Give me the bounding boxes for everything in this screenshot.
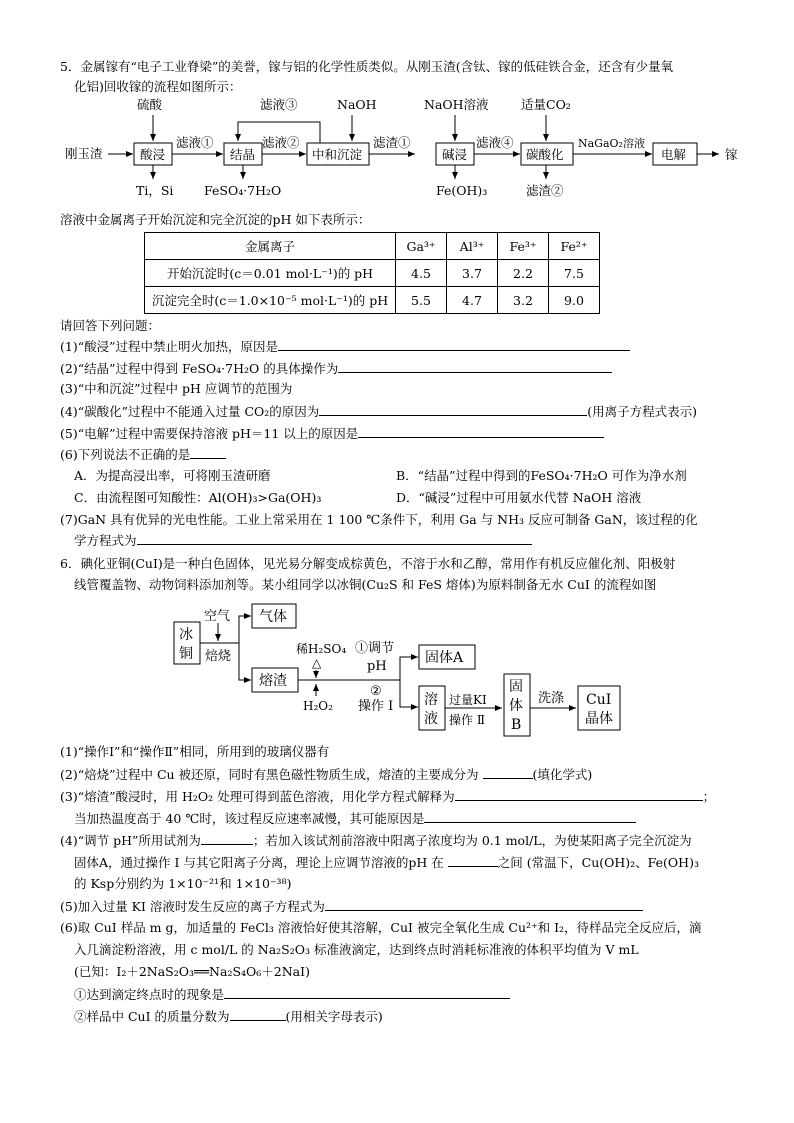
flow6-solid-b-1: 固 [509, 679, 523, 695]
q6-q3-end: ； [702, 789, 716, 804]
q6-q4a: (4)“调节 pH”所用试剂为 [60, 833, 201, 848]
answer-blank[interactable] [325, 897, 643, 911]
q5-q5-line [60, 424, 604, 443]
answer-blank[interactable] [224, 985, 510, 999]
q5-stem-line2: 化铝)回收镓的流程如图所示： [74, 79, 242, 94]
answer-blank[interactable] [137, 531, 532, 545]
flow6-roast: 焙烧 [205, 649, 232, 664]
flow5-crystallize: 结晶 [230, 147, 256, 162]
flow6-adjust-1: ①调节 [355, 641, 395, 656]
q6-q6-sub1: ①达到滴定终点时的现象是 [74, 987, 225, 1002]
table-header-cell: Fe³⁺ [498, 233, 549, 260]
table-cell: 2.2 [498, 260, 549, 287]
flow5-residue2: 滤渣② [526, 183, 564, 198]
flow6-dilute-h2so4: 稀H₂SO₄ [296, 642, 347, 656]
table-header-cell: 金属离子 [145, 233, 396, 260]
answer-blank[interactable] [201, 831, 253, 845]
q5-q4-line [60, 402, 697, 421]
answer-blank[interactable] [424, 809, 636, 823]
q5-q1: (1)“酸浸”过程中禁止明火加热，原因是 [60, 339, 278, 354]
q6-q6-sub1-line [74, 985, 510, 1004]
q5-flow-diagram [0, 95, 794, 210]
flow5-naoh: NaOH [337, 97, 377, 112]
flow5-alkali-leach: 碱浸 [442, 147, 468, 162]
q5-q4-tail: (用离子方程式表示) [587, 404, 698, 419]
table-row [145, 260, 600, 287]
table-cell: 3.7 [447, 260, 498, 287]
flow6-solid-a: 固体A [425, 650, 464, 666]
flow5-residue1: 滤渣① [373, 135, 411, 150]
q5-q2-line [60, 359, 612, 378]
q5-q1-line [60, 337, 630, 356]
q5-q5: (5)“电解”过程中需要保持溶液 pH＝11 以上的原因是 [60, 426, 359, 441]
q6-q6-line2: 入几滴淀粉溶液，用 c mol/L 的 Na₂S₂O₃ 标准液滴定，达到终点时消耗标准液的体积平均值为 V mL [74, 942, 639, 957]
flow5-neutralize: 中和沉淀 [312, 147, 363, 162]
table-header-cell: Fe²⁺ [549, 233, 600, 260]
answer-blank[interactable] [278, 337, 630, 351]
q5-q3: (3)“中和沉淀”过程中 pH 应调节的范围为 [60, 381, 293, 396]
flow5-electrolysis: 电解 [661, 147, 687, 162]
flow5-filtrate3: 滤液③ [260, 97, 298, 112]
answer-blank[interactable] [338, 359, 612, 373]
q6-q4-line1 [60, 831, 692, 850]
q6-q1-line [60, 743, 329, 761]
q6-q3-line1 [60, 787, 715, 806]
q6-q6-sub2-tail: (用相关字母表示) [285, 1009, 383, 1024]
table-header-cell: Al³⁺ [447, 233, 498, 260]
table-header-row [145, 233, 600, 260]
table-row [145, 287, 600, 314]
flow5-sulfuric-acid: 硫酸 [137, 97, 163, 112]
q6-q5: (5)加入过量 KI 溶液时发生反应的离子方程式为 [60, 899, 325, 914]
flow6-solution-1: 溶 [424, 692, 438, 708]
q6-q3-line2 [74, 809, 636, 828]
flow6-solid-b-3: B [511, 717, 522, 733]
flow6-op1: 操作 Ⅰ [358, 699, 394, 714]
table-cell: 4.5 [396, 260, 447, 287]
flow6-solution-2: 液 [424, 711, 438, 727]
q6-q4-line2 [74, 853, 699, 872]
q6-flow-diagram [0, 596, 794, 742]
table-cell: 5.5 [396, 287, 447, 314]
table-cell: 开始沉淀时(c＝0.01 mol·L⁻¹)的 pH [145, 260, 396, 287]
q6-q4d: 之间 (常温下，Cu(OH)₂、Fe(OH)₃ [497, 855, 699, 870]
answer-blank[interactable] [455, 787, 703, 801]
flow6-op2: 操作 Ⅱ [449, 713, 485, 727]
flow6-heat: △ [312, 656, 322, 670]
q5-stem-line1: 5．金属镓有“电子工业脊梁”的美誉，镓与铝的化学性质类似。从刚玉渣(含钛、镓的低硅铁合金，还含有少量氧 [60, 59, 674, 74]
table-cell: 7.5 [549, 260, 600, 287]
flow5-ti-si: Ti，Si [136, 183, 174, 198]
q6-q4-line3: 的 Ksp分别约为 1×10⁻²¹和 1×10⁻³⁸) [74, 876, 292, 891]
q5-prompt: 请回答下列问题： [60, 318, 161, 333]
answer-blank[interactable] [358, 424, 604, 438]
flow5-nagao2: NaGaO₂溶液 [578, 137, 645, 150]
q6-q1: (1)“操作Ⅰ”和“操作Ⅱ”相同，所用到的玻璃仪器有 [60, 744, 330, 759]
flow6-slag: 熔渣 [259, 673, 287, 689]
flow5-naoh-solution: NaOH溶液 [424, 97, 489, 112]
answer-blank[interactable] [230, 1007, 286, 1021]
flow5-filtrate1: 滤液① [176, 135, 214, 150]
table-cell: 3.2 [498, 287, 549, 314]
flow6-h2o2: H₂O₂ [303, 699, 333, 713]
q5-q4: (4)“碳酸化”过程中不能通入过量 CO₂的原因为 [60, 404, 320, 419]
flow5-feoh3: Fe(OH)₃ [436, 183, 488, 198]
q6-q3: (3)“熔渣”酸浸时，用 H₂O₂ 处理可得到蓝色溶液，用化学方程式解释为 [60, 789, 455, 804]
q6-q2-tail: (填化学式) [532, 767, 593, 782]
flow5-filtrate2: 滤液② [262, 135, 300, 150]
flow6-adjust-3: ② [370, 684, 382, 699]
flow6-adjust-2: pH [367, 659, 387, 674]
flow5-start: 刚玉渣 [65, 146, 103, 161]
q6-q6-sub2-line [74, 1007, 383, 1026]
q6-q6-known: (已知：I₂＋2NaS₂O₃══Na₂S₄O₆＋2NaI) [74, 964, 310, 979]
q6-q2: (2)“焙烧”过程中 Cu 被还原，同时有黑色磁性物质生成，熔渣的主要成分为 [60, 767, 479, 782]
q6-q2-line [60, 765, 592, 784]
flow6-air: 空气 [204, 609, 231, 624]
q6-q4b: ；若加入该试剂前溶液中阳离子浓度均为 0.1 mol/L，为使某阳离子完全沉淀为 [252, 833, 692, 848]
flow6-cui-2: 晶体 [585, 711, 613, 727]
q5-q6-line [60, 445, 226, 464]
answer-blank[interactable] [319, 402, 587, 416]
table-cell: 4.7 [447, 287, 498, 314]
flow6-excess-ki: 过量KI [449, 693, 487, 707]
table-header-cell: Ga³⁺ [396, 233, 447, 260]
flow5-gallium: 镓 [725, 147, 738, 162]
flow6-cui-1: CuI [586, 692, 612, 708]
q5-option-b: B．“结晶”过程中得到的FeSO₄·7H₂O 可作为净水剂 [396, 468, 687, 483]
flow5-carbonate: 碳酸化 [526, 147, 564, 162]
table-cell: 9.0 [549, 287, 600, 314]
q5-q7: 学方程式为 [74, 533, 137, 548]
table-cell: 沉淀完全时(c＝1.0×10⁻⁵ mol·L⁻¹)的 pH [145, 287, 396, 314]
flow6-gas: 气体 [259, 609, 287, 625]
ph-table [144, 232, 600, 314]
answer-blank[interactable] [448, 853, 498, 867]
flow6-wash: 洗涤 [538, 691, 565, 706]
q5-option-d: D．“碱浸”过程中可用氨水代替 NaOH 溶液 [396, 490, 642, 505]
q5-option-a: A．为提高浸出率，可将刚玉渣研磨 [74, 468, 271, 483]
q6-q6-sub2: ②样品中 CuI 的质量分数为 [74, 1009, 230, 1024]
flow5-proper-co2: 适量CO₂ [521, 97, 571, 112]
flow6-solid-b-2: 体 [509, 698, 523, 714]
flow6-ice-copper-2: 铜 [179, 646, 193, 662]
flow5-feso4: FeSO₄·7H₂O [204, 183, 282, 198]
q6-q3-second: 当加热温度高于 40 ℃时，该过程反应速率减慢，其可能原因是 [74, 811, 425, 826]
answer-blank[interactable] [190, 445, 226, 459]
q6-q5-line [60, 897, 643, 916]
q5-option-c: C．由流程图可知酸性：Al(OH)₃>Ga(OH)₃ [74, 490, 322, 505]
answer-blank[interactable] [483, 765, 533, 779]
flow5-filtrate4: 滤液④ [476, 135, 514, 150]
q6-q6-line1: (6)取 CuI 样品 m g，加适量的 FeCl₃ 溶液恰好使其溶解，CuI 被完全氧化生成 Cu²⁺和 I₂，待样品完全反应后，滴 [60, 920, 702, 935]
q5-q7-line2 [74, 531, 532, 550]
flow6-ice-copper-1: 冰 [179, 627, 193, 643]
q6-stem-line2: 线管覆盖物、动物饲料添加剂等。某小组同学以冰铜(Cu₂S 和 FeS 熔体)为原料制备无水 CuI 的流程如图 [74, 577, 657, 592]
q5-table-intro: 溶液中金属离子开始沉淀和完全沉淀的pH 如下表所示： [60, 212, 371, 227]
q6-q4c: 固体A，通过操作 I 与其它阳离子分离，理论上应调节溶液的pH 在 [74, 855, 444, 870]
q5-q7-line1: (7)GaN 具有优异的光电性能。工业上常采用在 1 100 ℃条件下，利用 Ga 与 NH₃ 反应可制备 GaN，该过程的化 [60, 512, 698, 527]
flow5-acid-leach: 酸浸 [140, 147, 166, 162]
q6-stem-line1: 6．碘化亚铜(CuI)是一种白色固体，见光易分解变成棕黄色，不溶于水和乙醇，常用作有机反应催化剂、阳极射 [60, 556, 676, 571]
q5-q6: (6)下列说法不正确的是 [60, 447, 191, 462]
q5-q2: (2)“结晶”过程中得到 FeSO₄·7H₂O 的具体操作为 [60, 361, 339, 376]
